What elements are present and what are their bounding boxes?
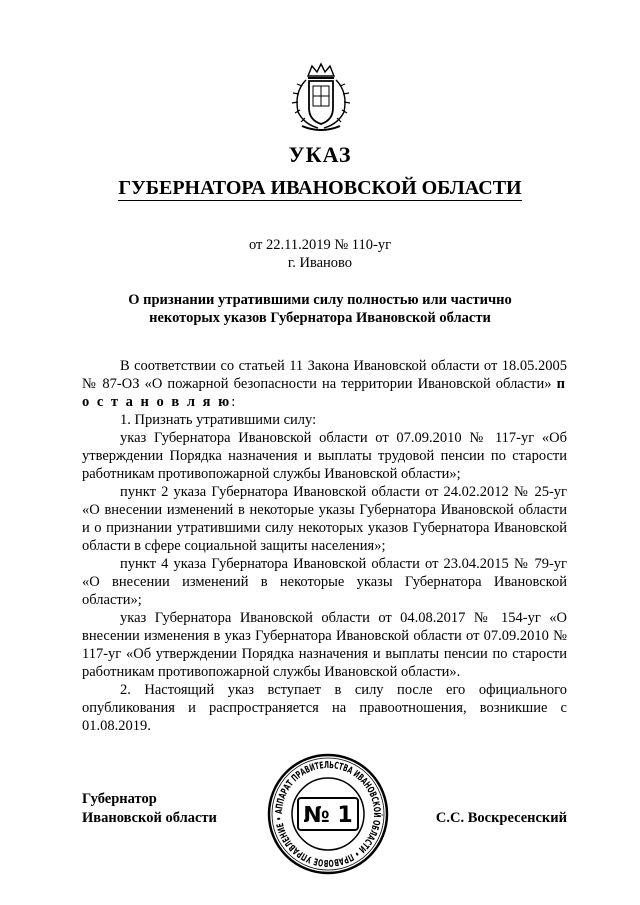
coat-of-arms-icon xyxy=(288,62,354,134)
position-line-1: Губернатор xyxy=(82,791,157,807)
heading-line-1: О признании утратившими силу полностью или частично xyxy=(128,292,512,308)
repealed-item-3: пункт 4 указа Губернатора Ивановской области от 23.04.2015 № 79-уг «О внесении изменений в некоторые указы Губернатора Ивановской области»; xyxy=(82,556,567,608)
date-and-place xyxy=(0,236,640,272)
heading-line-2: некоторых указов Губернатора Ивановской области xyxy=(149,310,491,326)
intro-end: : xyxy=(231,394,236,410)
date-number: от 22.11.2019 № 110-уг xyxy=(248,237,392,253)
official-seal xyxy=(266,752,390,876)
decree-heading xyxy=(100,291,540,327)
signatory-position xyxy=(82,790,217,828)
repealed-item-2: пункт 2 указа Губернатора Ивановской области от 24.02.2012 № 25-уг «О внесении изменений в некоторые указы Губернатора Ивановской области и о признании утратившими силу некоторых указов Губернатора Ивановской области в сфере социальной защиты населения»; xyxy=(82,484,567,554)
issuer-text: ГУБЕРНАТОРА ИВАНОВСКОЙ ОБЛАСТИ xyxy=(118,177,522,199)
document-issuer-title xyxy=(0,177,640,200)
seal-ring-text: АППАРАТ ПРАВИТЕЛЬСТВА ИВАНОВСКОЙ ОБЛАСТИ • ПРАВОВОЕ УПРАВЛЕНИЕ • xyxy=(273,759,383,869)
intro-text: В соответствии со статьей 11 Закона Ивановской области от 18.05.2005 № 87-ОЗ «О пожарной безопасности на территории Ивановской области» xyxy=(82,358,567,392)
document-type-title: УКАЗ xyxy=(288,142,352,167)
decree-body xyxy=(82,357,567,735)
signatory-name: С.С. Воскресенский xyxy=(435,810,567,826)
item-2: 2. Настоящий указ вступает в силу после его официального опубликования и распространяется на правоотношения, возникшие с 01.08.2019. xyxy=(82,682,567,734)
repealed-item-4: указ Губернатора Ивановской области от 04.08.2017 № 154-уг «О внесении изменения в указ Губернатора Ивановской области от 07.09.2010 № 117-уг «Об утверждении Порядка назначения и выплаты пенсии по старости работникам противопожарной службы Ивановской области». xyxy=(82,610,567,680)
decree-word: п о с т а н о в л я ю xyxy=(82,376,567,410)
intro-paragraph xyxy=(82,357,567,411)
city: г. Иваново xyxy=(287,255,353,271)
seal-number: № 1 xyxy=(303,803,353,828)
position-line-2: Ивановской области xyxy=(82,810,217,826)
item-1: 1. Признать утратившими силу: xyxy=(120,412,317,428)
repealed-item-1: указ Губернатора Ивановской области от 07.09.2010 № 117-уг «Об утверждении Порядка назначения и выплаты трудовой пенсии по старости работникам противопожарной службы Ивановской области»; xyxy=(82,430,567,482)
